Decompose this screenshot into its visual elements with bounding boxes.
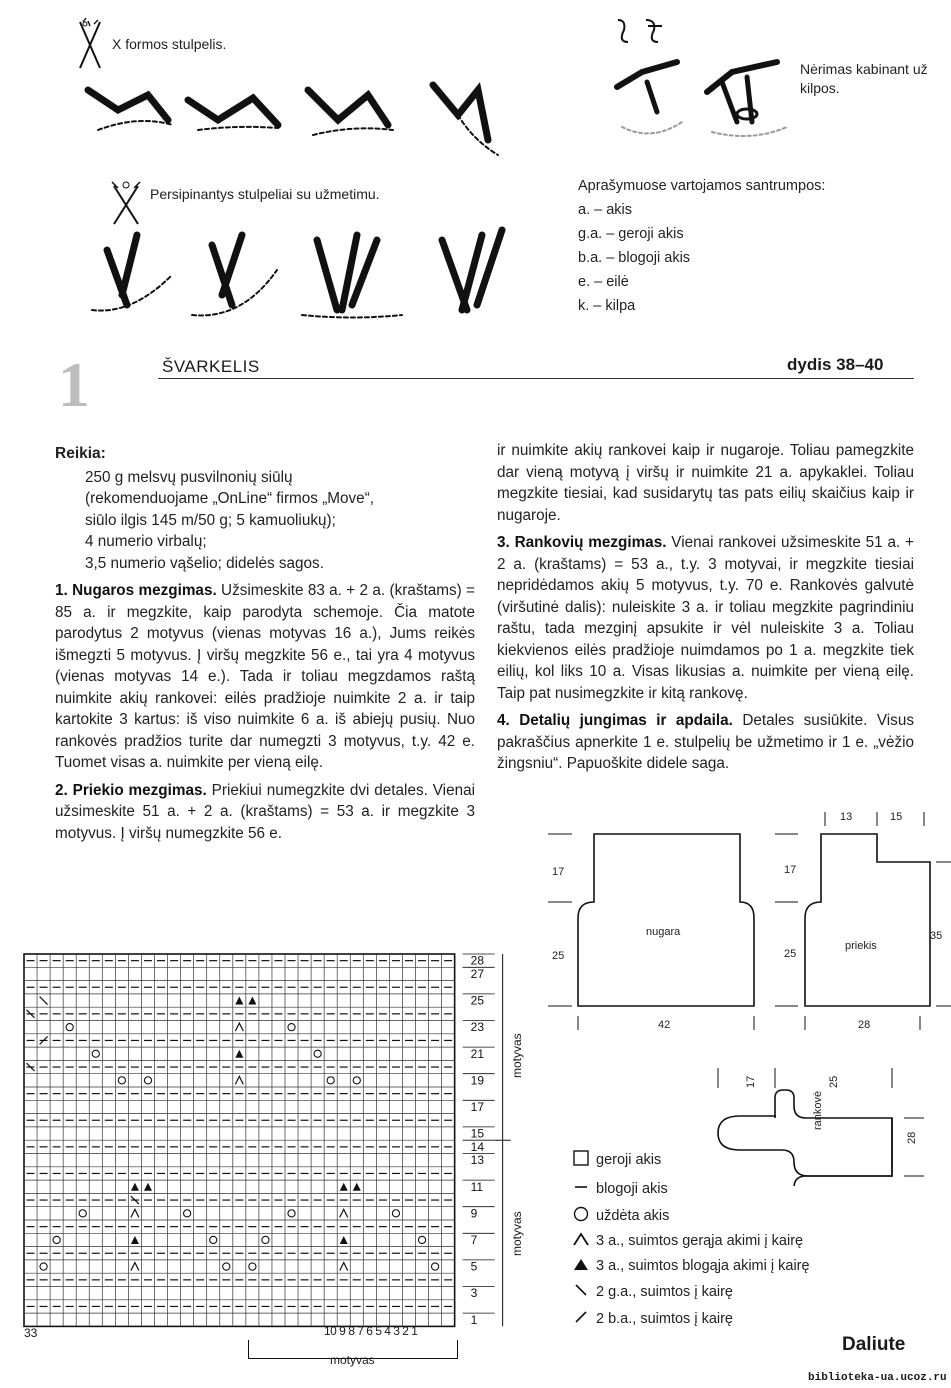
legend-p3tog: [572, 1256, 810, 1276]
section-text: Užsimeskite 83 a. + 2 a. (kraštams) = 85 a. ir megzkite, kaip parodyta schemoje. Čia matote parodytus 2 motyvus (vienas motyvas 16 a.), Jums reikės išmegzti 5 motyvus. Į viršų megzkite 56 e., tai yra 4 motyvus (vienas motyvas 14 e.). Tada ir toliau megzdamos raštą nuimkite akių rankovei: eilės pradžioje nuimkite 2 a. ir taip kartokite 3 kartus: iš viso nuimkite 6 a. iš abiejų pusių. Nuo rankovės pradžios turite dar numegzti 3 motyvus, t.y. 42 e. Tuomet visas a. nuimkite per vieną eilę.: [55, 582, 475, 771]
front-h1: 17: [784, 864, 797, 876]
circle-icon: [572, 1206, 590, 1226]
yarn-over-mark: [418, 1236, 425, 1243]
legend-k3tog: [572, 1231, 803, 1251]
yarn-over-mark: [327, 1077, 334, 1084]
p3tog-mark: [340, 1236, 348, 1244]
sleeve-label: rankovė: [812, 1090, 824, 1130]
legend-label: 2 g.a., suimtos į kairę: [596, 1284, 733, 1300]
row-number: 28: [470, 953, 485, 968]
caret-icon: [572, 1231, 590, 1251]
legend-p2tog: [572, 1309, 733, 1329]
legend-label: 3 a., suimtos blogąja akimi į kairę: [596, 1258, 810, 1274]
yarn-over-mark: [392, 1210, 399, 1217]
yarn-over-mark: [431, 1263, 438, 1270]
abbreviations: [578, 174, 825, 318]
chart-motif-vertical-top: motyvas: [510, 1033, 524, 1078]
yarn-over-mark: [92, 1050, 99, 1057]
row-number: 1: [470, 1312, 478, 1327]
p3tog-mark: [235, 997, 243, 1005]
front-h3: 35: [930, 930, 943, 942]
row-number: 11: [470, 1179, 484, 1194]
pattern-size: dydis 38–40: [787, 355, 884, 374]
k3tog-mark: [235, 1076, 243, 1084]
front-width: 28: [858, 1019, 871, 1031]
yarn-over-mark: [210, 1236, 217, 1243]
section-heading: 2. Priekio mezgimas.: [55, 781, 207, 799]
back-h1: 17: [552, 866, 565, 878]
yarn-over-mark: [66, 1024, 73, 1031]
yarn-over-mark: [53, 1236, 60, 1243]
yarn-over-mark: [144, 1077, 151, 1084]
abbr-item: b.a. – blogoji akis: [578, 250, 691, 266]
row-number: 14: [470, 1139, 485, 1154]
row-number: 21: [470, 1046, 485, 1061]
p3tog-mark: [248, 997, 256, 1005]
p3tog-mark: [340, 1183, 348, 1191]
sleeve-h: 28: [906, 1131, 918, 1144]
p3tog-mark: [131, 1183, 139, 1191]
yarn-over-mark: [288, 1210, 295, 1217]
x-stitch-illustrations: [78, 70, 508, 165]
square-icon: [572, 1150, 590, 1170]
yarn-over-mark: [184, 1210, 191, 1217]
row-number: 15: [470, 1126, 485, 1141]
loop-stitch-symbols: [612, 16, 668, 51]
row-number: 7: [470, 1232, 478, 1247]
knitting-chart: [0, 922, 540, 1375]
k2tog-mark: [40, 997, 48, 1005]
author-signature: Daliute: [842, 1334, 906, 1355]
abbr-item: g.a. – geroji akis: [578, 226, 684, 242]
k3tog-mark: [340, 1209, 348, 1217]
k3tog-mark: [131, 1263, 139, 1271]
requirement-line: 4 numerio virbalų;: [85, 533, 207, 550]
section-text: Vienai rankovei užsimeskite 51 a. + 2 a. (kraštams) = 53 a., t.y. 3 motyvai, ir megzkite tiesiai nepridėdamos akių 5 motyvus, t.y. 70 e. Rankovės galvutė (viršutinė dalis): nuleiskite 3 a. ir toliau megzkite pagrindiniu raštu, tada mezginį apsukite ir vėl nuleiskite 3 a. Toliau kiekvienos eilės pradžioje nuimdamos po 1 a. megzkite tiek eilių, kol liks 10 a. Visas likusias a. nuimkite per vieną eilę. Taip pat nusimegzkite ir kitą rankovę.: [497, 534, 914, 702]
k3tog-mark: [131, 1209, 139, 1217]
back-label: nugara: [646, 926, 681, 938]
schematics: [540, 806, 951, 1191]
crossed-stitch-illustrations: [82, 215, 522, 330]
abbr-item: e. – eilė: [578, 274, 629, 290]
pattern-title: ŠVARKELIS: [162, 357, 260, 376]
yarn-over-mark: [288, 1024, 295, 1031]
back-h2: 25: [552, 950, 565, 962]
section-front-cont: [497, 440, 914, 526]
requirement-line: siūlo ilgis 145 m/50 g; 5 kamuoliukų);: [85, 511, 336, 529]
x-stitch-symbol: [74, 18, 106, 77]
pattern-number: 1: [58, 349, 90, 420]
p3tog-mark: [235, 1050, 243, 1058]
row-number: 17: [470, 1099, 485, 1114]
yarn-over-mark: [353, 1077, 360, 1084]
row-number: 3: [470, 1286, 478, 1301]
legend-purl: [572, 1179, 668, 1199]
p3tog-mark: [144, 1183, 152, 1191]
section-text: Priekiui numegzkite dvi detales. Vienai užsimeskite 51 a. + 2 a. (kraštams) = 53 a. ir megzkite 3 motyvus. Į viršų numegzkite 56 e.: [55, 781, 475, 842]
legend-label: 2 b.a., suimtos į kairę: [596, 1311, 733, 1327]
chart-col-numbers: 10 9 8 7 6 5 4 3 2 1: [324, 1324, 418, 1338]
row-number: 9: [470, 1206, 478, 1221]
yarn-over-mark: [40, 1263, 47, 1270]
dash-icon: [572, 1179, 590, 1199]
title-rule: [158, 378, 914, 379]
yarn-over-mark: [118, 1077, 125, 1084]
legend-label: blogoji akis: [596, 1181, 668, 1197]
row-number: 19: [470, 1073, 485, 1088]
legend-label: uždėta akis: [596, 1208, 670, 1224]
section-heading: 3. Rankovių mezgimas.: [497, 534, 667, 551]
requirement-line: 250 g melsvų pusvilnonių siūlų: [85, 468, 293, 486]
k3tog-mark: [235, 1023, 243, 1031]
yarn-over-mark: [223, 1263, 230, 1270]
section-text: ir nuimkite akių rankovei kaip ir nugaroje. Toliau pamegzkite dar vieną motyvą į viršų ir nuimkite 21 a. apykaklei. Toliau megzkite tiesiai, kad susidarytų tas pats eilių skaičius kaip ir nugaroje.: [497, 442, 914, 524]
crossed-stitch-label: Persipinantys stulpeliai su užmetimu.: [150, 186, 380, 202]
chart-motif-horizontal: motyvas: [330, 1353, 375, 1367]
section-front: [55, 780, 475, 845]
section-finishing: [497, 710, 914, 775]
row-number: 25: [470, 993, 485, 1008]
yarn-over-mark: [249, 1263, 256, 1270]
source-watermark: biblioteka-ua.ucoz.ru: [808, 1372, 947, 1384]
legend-label: geroji akis: [596, 1152, 662, 1168]
triangle-icon: [572, 1256, 590, 1276]
chart-left-number: 33: [24, 1326, 38, 1340]
front-top2: 15: [890, 811, 903, 823]
loop-stitch-illustrations: [602, 52, 792, 147]
row-number: 23: [470, 1020, 485, 1035]
requirement-line: 3,5 numerio vąšelio; didelės sagos.: [85, 554, 324, 572]
abbr-item: k. – kilpa: [578, 298, 636, 314]
x-stitch-label: X formos stulpelis.: [112, 36, 227, 52]
right-column: [497, 440, 914, 781]
legend-yarn-over: [572, 1206, 669, 1226]
section-text: Detales susiūkite. Visus pakraščius apnerkite 1 e. stulpelių be užmetimo ir 1 e. „vėžio žingsniu“. Papuoškite didele saga.: [497, 712, 914, 772]
yarn-over-mark: [262, 1236, 269, 1243]
legend-knit: [572, 1150, 661, 1170]
chart-motif-vertical-bottom: motyvas: [510, 1211, 524, 1256]
front-top1: 13: [840, 811, 853, 823]
yarn-over-mark: [79, 1210, 86, 1217]
legend-k2tog: [572, 1282, 733, 1302]
section-sleeves: [497, 532, 914, 704]
requirements-title: Reikia:: [55, 445, 106, 462]
row-number: 13: [470, 1153, 485, 1168]
row-number: 27: [470, 966, 485, 981]
front-h2: 25: [784, 948, 797, 960]
slash-icon: [572, 1309, 590, 1329]
left-column: [55, 443, 475, 850]
yarn-over-mark: [314, 1050, 321, 1057]
backslash-icon: [572, 1282, 590, 1302]
row-number: 5: [470, 1259, 478, 1274]
sleeve-t2: 25: [828, 1075, 840, 1088]
section-back: [55, 580, 475, 774]
section-heading: 4. Detalių jungimas ir apdaila.: [497, 712, 733, 729]
front-label: priekis: [845, 940, 877, 952]
sleeve-t1: 17: [745, 1075, 757, 1088]
p3tog-mark: [353, 1183, 361, 1191]
abbr-item: a. – akis: [578, 202, 632, 218]
k3tog-mark: [340, 1263, 348, 1271]
abbreviations-heading: Aprašymuose vartojamos santrumpos:: [578, 178, 826, 194]
loop-stitch-label: Nėrimas kabinant už kilpos.: [800, 61, 928, 96]
requirement-line: (rekomenduojame „OnLine“ firmos „Move“,: [85, 490, 375, 507]
p3tog-mark: [131, 1236, 139, 1244]
back-width: 42: [658, 1019, 671, 1031]
chart-motif-bracket: [248, 1340, 458, 1359]
section-heading: 1. Nugaros mezgimas.: [55, 582, 217, 599]
legend-label: 3 a., suimtos gerąja akimi į kairę: [596, 1233, 804, 1249]
